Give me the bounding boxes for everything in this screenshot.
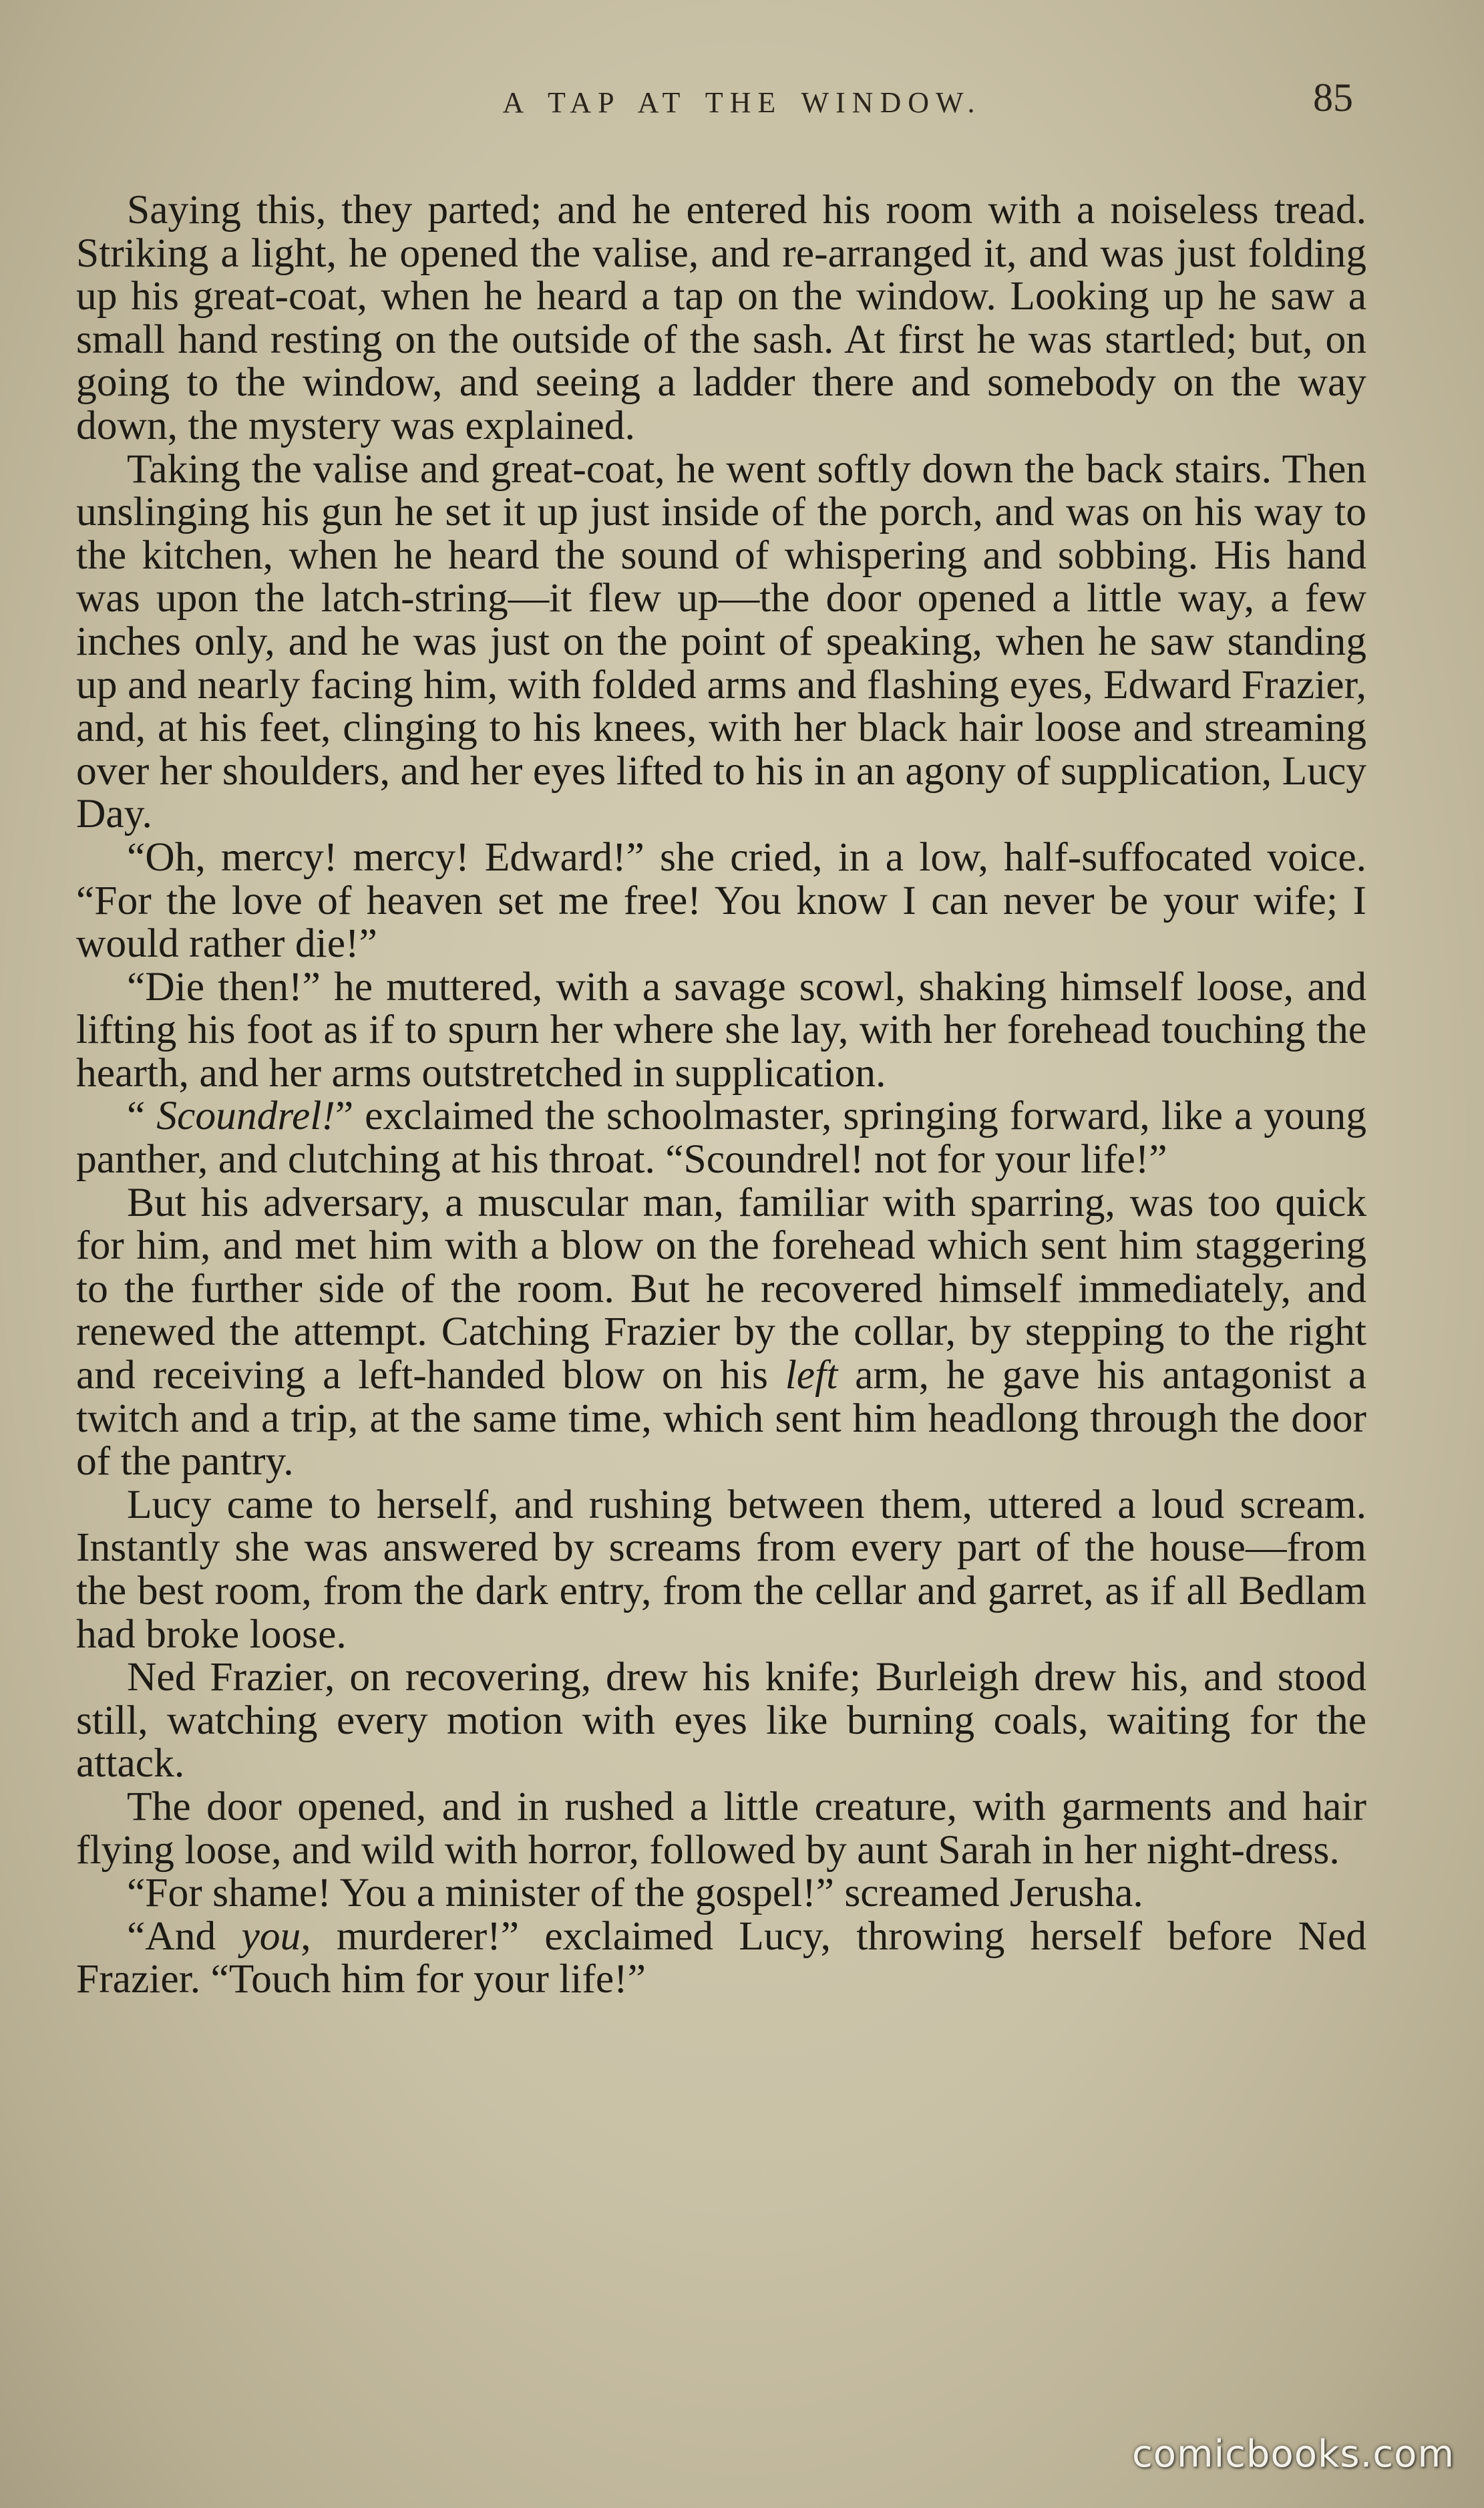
paragraph-text: “For shame! You a minister of the gospel!” screamed Jerusha. (127, 1870, 1143, 1916)
paragraph (76, 1915, 1366, 2001)
italic-text: Scoundrel! (156, 1093, 335, 1139)
paragraph-text: “Oh, mercy! mercy! Edward!” she cried, in a low, half-suffocated voice. “For the love of heaven set me free! You know I can never be your wife; I would rather die!” (76, 834, 1366, 967)
paragraph (76, 965, 1366, 1095)
running-title: A TAP AT THE WINDOW. (502, 86, 982, 119)
paragraph-text: Lucy came to herself, and rushing between them, uttered a loud scream. Instantly she was answered by screams from every part of the house—from the best room, from the dark entry, from the cellar and garret, as if all Bedlam had broke loose. (76, 1481, 1366, 1657)
page-number: 85 (1313, 75, 1353, 120)
paragraph (76, 1483, 1366, 1656)
italic-text: left (785, 1352, 838, 1398)
paragraph-text: But his adversary, a muscular man, familiar with sparring, was too quick for him, and met him with a blow on the forehead which sent him staggering to the further side of the room. But he recovered himself immediately, and renewed the attempt. Catching Frazier by the collar, by stepping to the right and receiving a left-handed blow on his (76, 1179, 1366, 1398)
paragraph (76, 836, 1366, 965)
paragraph-text: Ned Frazier, on recovering, drew his knife; Burleigh drew his, and stood still, watching every motion with eyes like burning coals, waiting for the attack. (76, 1654, 1366, 1786)
paragraph (76, 448, 1366, 836)
paragraph-text: Taking the valise and great-coat, he went softly down the back stairs. Then unslinging his gun he set it up just inside of the porch, and was on his way to the kitchen, when he heard the sound of whispering and sobbing. His hand was upon the latch-string—it flew up—the door opened a little way, a few inches only, and he was just on the point of speaking, when he saw standing up and nearly facing him, with folded arms and flashing eyes, Edward Frazier, and, at his feet, clinging to his knees, with her black hair loose and streaming over her shoulders, and her eyes lifted to his in an agony of supplication, Lucy Day. (76, 446, 1366, 837)
paragraph-text: , murderer!” exclaimed Lucy, throwing herself before Ned Frazier. “Touch him for your life!” (76, 1913, 1366, 2002)
paragraph-text: “ (127, 1093, 157, 1139)
paragraph-text: Saying this, they parted; and he entered his room with a noiseless tread. Striking a light, he opened the valise, and re-arranged it, and was just folding up his great-coat, when he heard a tap on the window. Looking up he saw a small hand resting on the outside of the sash. At first he was startled; but, on going to the window, and seeing a ladder there and somebody on the way down, the mystery was explained. (76, 187, 1366, 448)
paragraph-text: “And (127, 1913, 242, 1959)
paragraph-text: The door opened, and in rushed a little creature, with garments and hair flying loose, and wild with horror, followed by aunt Sarah in her night-dress. (76, 1783, 1366, 1873)
paragraph-text: ” exclaimed the schoolmaster, springing forward, like a young panther, and clutching at his throat. “Scoundrel! not for your life!” (76, 1093, 1366, 1183)
paragraph (76, 1181, 1366, 1483)
body-text (76, 188, 1366, 2001)
watermark-text: comicbooks.com (1131, 2433, 1455, 2476)
paragraph (76, 1871, 1366, 1915)
paragraph (76, 188, 1366, 448)
italic-text: you (241, 1913, 301, 1959)
paragraph-text: arm, he gave his antagonist a twitch and a trip, at the same time, which sent him headlong through the door of the pantry. (76, 1352, 1367, 1484)
paragraph (76, 1785, 1366, 1871)
paragraph (76, 1656, 1366, 1785)
paragraph (76, 1094, 1366, 1181)
paragraph-text: “Die then!” he muttered, with a savage scowl, shaking himself loose, and lifting his foot as if to spurn her where she lay, with her forehead touching the hearth, and her arms outstretched in supplication. (76, 963, 1366, 1096)
